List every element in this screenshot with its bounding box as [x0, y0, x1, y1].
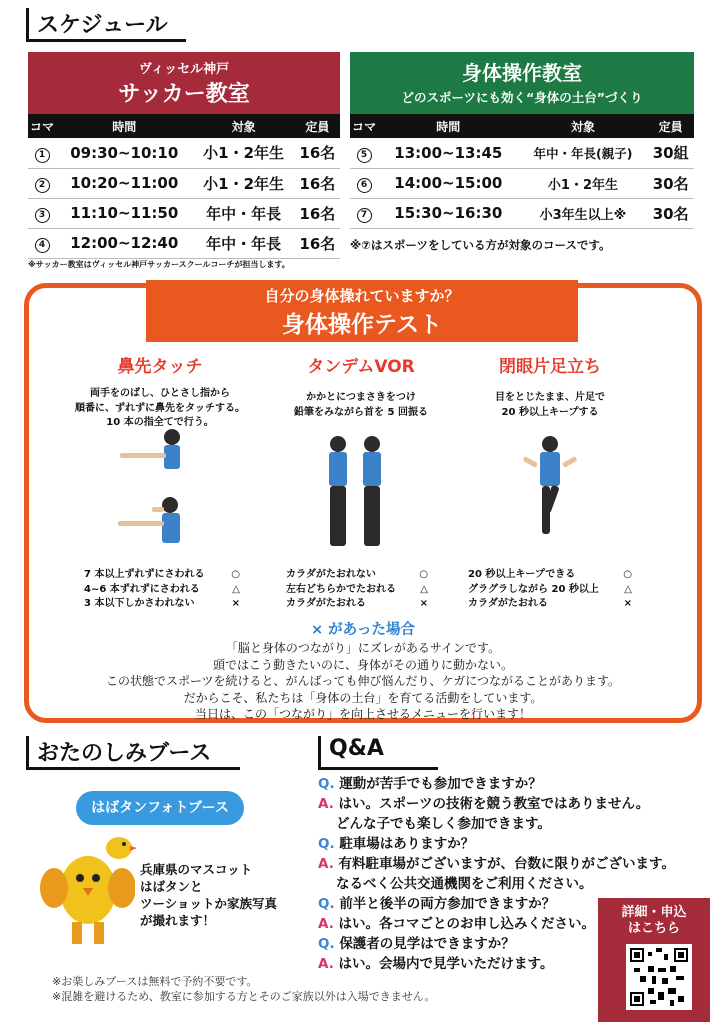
soccer-note: ※サッカー教室はヴィッセル神戸サッカースクールコーチが担当します。	[28, 260, 290, 269]
desc-line: 順番に、ずれずに鼻先をタッチする。	[75, 402, 245, 414]
test-description	[60, 387, 260, 431]
q-mark: Q.	[318, 896, 335, 912]
answer: はい。スポーツの技術を競う教室ではありません。	[338, 796, 650, 812]
test-name: タンデムVOR	[307, 357, 415, 377]
qr-pattern-icon	[630, 948, 688, 1006]
eval-nose-touch	[84, 568, 240, 612]
eval-mark: △	[624, 583, 632, 595]
qr-code-icon[interactable]	[626, 944, 692, 1010]
target-cell: 年中・年長	[193, 228, 295, 258]
table-row	[28, 198, 340, 228]
table-header	[350, 114, 694, 138]
test-title: 身体操作テスト	[281, 312, 443, 338]
target-cell: 小1・2年生	[519, 168, 648, 198]
eval-mark: ×	[623, 598, 632, 609]
cta-line: 詳細・申込	[621, 905, 687, 920]
col-target: 対象	[519, 114, 648, 138]
table-row	[28, 138, 340, 168]
answer-cont: なるべく公共交通機関をご利用ください。	[336, 876, 593, 892]
capacity-cell: 16名	[295, 198, 340, 228]
cta-line: はこちら	[627, 921, 680, 936]
a-mark: A.	[318, 796, 334, 812]
warning-title: × があった場合	[310, 622, 416, 638]
body-schedule	[350, 52, 694, 253]
table-row	[28, 228, 340, 258]
question: 前半と後半の両方参加できますか？	[339, 896, 556, 912]
time-cell: 11:10~11:50	[56, 198, 193, 228]
koma-number: 7	[357, 208, 372, 223]
koma-number: 3	[35, 208, 50, 223]
eval-text: 3 本以下しかさわれない	[84, 598, 195, 609]
qa-heading: Q&A	[318, 736, 438, 770]
koma-number: 2	[35, 178, 50, 193]
soccer-title: サッカー教室	[118, 82, 250, 107]
koma-number: 6	[357, 178, 372, 193]
eval-mark: ×	[419, 598, 428, 609]
eval-mark: △	[232, 583, 240, 595]
soccer-table	[28, 114, 340, 259]
body-subtitle: どのスポーツにも効く“身体の土台”づくり	[401, 90, 643, 105]
question: 駐車場はありますか？	[339, 836, 475, 852]
booth-line: が撮れます！	[140, 913, 216, 928]
question: 保護者の見学はできますか？	[339, 936, 515, 952]
booth-note-1: ※お楽しみブースは無料で予約不要です。	[52, 975, 258, 988]
answer: はい。会場内で見学いただけます。	[338, 956, 554, 972]
test-name: 鼻先タッチ	[117, 357, 203, 377]
a-mark: A.	[318, 916, 334, 932]
time-cell: 15:30~16:30	[378, 198, 519, 228]
target-cell: 年中・年長	[193, 198, 295, 228]
desc-line: 10 本の指全てで行う。	[106, 417, 214, 428]
target-cell: 小1・2年生	[193, 168, 295, 198]
body-title: 身体操作教室	[462, 61, 582, 85]
col-target: 対象	[193, 114, 295, 138]
schedule-heading: スケジュール	[26, 8, 186, 42]
body-table	[350, 114, 694, 229]
cta-text	[598, 905, 710, 937]
table-row	[28, 168, 340, 198]
table-row	[350, 138, 694, 168]
capacity-cell: 30名	[647, 198, 694, 228]
eval-text: カラダがたおれない	[286, 569, 376, 580]
test-description	[266, 391, 456, 420]
capacity-cell: 16名	[295, 228, 340, 258]
eval-one-leg	[468, 568, 632, 612]
booth-line: 兵庫県のマスコット	[140, 862, 253, 877]
warning-line: この状態でスポーツを続けると、がんばっても伸び悩んだり、ケガにつながることがあります。	[105, 674, 621, 688]
a-mark: A.	[318, 956, 334, 972]
booth-line: はばタンと	[140, 879, 203, 894]
test-name: 閉眼片足立ち	[499, 357, 601, 377]
nose-touch-figure-icon	[110, 425, 190, 555]
warning-line: だからこそ、私たちは「身体の土台」を育てる活動をしています。	[183, 690, 543, 705]
col-koma: コマ	[28, 114, 56, 138]
bird-icon	[102, 832, 138, 862]
eval-tandem-vor	[286, 568, 428, 612]
warning-line: 頭ではこう動きたいのに、身体がその通りに動かない。	[212, 657, 513, 672]
one-leg-figure-icon	[515, 432, 585, 542]
soccer-banner	[28, 52, 340, 114]
q-mark: Q.	[318, 776, 335, 792]
time-cell: 12:00~12:40	[56, 228, 193, 258]
q-mark: Q.	[318, 836, 335, 852]
eval-text: グラグラしながら 20 秒以上	[468, 583, 599, 595]
eval-text: カラダがたおれる	[468, 598, 548, 609]
test-banner	[146, 280, 578, 342]
question: 運動が苦手でも参加できますか？	[339, 776, 542, 792]
eval-text: 4~6 本ずれずにさわれる	[84, 583, 200, 595]
desc-line: 目をとじたまま、片足で	[495, 392, 605, 403]
koma-number: 4	[35, 238, 50, 253]
booth-line: ツーショットか家族写真	[140, 896, 278, 911]
desc-line: 両手をのばし、ひとさし指から	[90, 388, 230, 399]
soccer-schedule	[28, 52, 340, 259]
desc-line: 20 秒以上キープする	[501, 406, 599, 418]
col-capacity: 定員	[647, 114, 694, 138]
warning-line: 当日は、この「つながり」を向上させるメニューを行います！	[194, 707, 531, 721]
capacity-cell: 16名	[295, 168, 340, 198]
desc-line: 鉛筆をみながら首を 5 回振る	[294, 406, 428, 418]
eval-mark: ○	[419, 569, 428, 580]
booth-note-2: ※混雑を避けるため、教室に参加する方とそのご家族以外は入場できません。	[52, 990, 436, 1003]
eval-text: 20 秒以上キープできる	[468, 569, 576, 580]
body-banner	[350, 52, 694, 114]
answer: 有料駐車場がございますが、台数に限りがございます。	[338, 856, 675, 872]
test-description	[460, 391, 640, 420]
capacity-cell: 30組	[647, 138, 694, 168]
time-cell: 13:00~13:45	[378, 138, 519, 168]
booth-heading: おたのしみブース	[26, 736, 240, 770]
col-time: 時間	[378, 114, 519, 138]
q-mark: Q.	[318, 936, 335, 952]
a-mark: A.	[318, 856, 334, 872]
col-capacity: 定員	[295, 114, 340, 138]
time-cell: 14:00~15:00	[378, 168, 519, 198]
warning-section	[40, 618, 686, 723]
table-header	[28, 114, 340, 138]
koma-number: 1	[35, 148, 50, 163]
test-question: 自分の身体操れていますか？	[264, 287, 460, 305]
eval-text: 7 本以上ずれずにさわれる	[84, 569, 205, 580]
table-row	[350, 198, 694, 228]
eval-text: 左右どちらかでたおれる	[286, 583, 396, 595]
target-cell: 小3年生以上※	[519, 198, 648, 228]
tandem-vor-figure-icon	[316, 432, 396, 562]
col-time: 時間	[56, 114, 193, 138]
test-tandem-vor	[266, 352, 456, 420]
booth-text	[140, 861, 277, 929]
desc-line: かかとにつまさきをつけ	[306, 392, 416, 403]
table-row	[350, 168, 694, 198]
time-cell: 09:30~10:10	[56, 138, 193, 168]
answer: はい。各コマごとのお申し込みください。	[338, 916, 596, 932]
col-koma: コマ	[350, 114, 378, 138]
koma-number: 5	[357, 148, 372, 163]
answer-cont: どんな子でも楽しく参加できます。	[336, 816, 551, 832]
time-cell: 10:20~11:00	[56, 168, 193, 198]
eval-text: カラダがたおれる	[286, 598, 366, 609]
eval-mark: ○	[231, 569, 240, 580]
warning-line: 「脳と身体のつながり」にズレがあるサインです。	[225, 641, 501, 655]
booth-pill: はばタンフォトブース	[76, 791, 244, 825]
eval-mark: ○	[623, 569, 632, 580]
capacity-cell: 16名	[295, 138, 340, 168]
eval-mark: ×	[231, 598, 240, 609]
cta-box[interactable]	[598, 898, 710, 1022]
capacity-cell: 30名	[647, 168, 694, 198]
body-note: ※⑦はスポーツをしている方が対象のコースです。	[350, 237, 611, 252]
test-nose-touch	[60, 352, 260, 431]
warning-body	[40, 640, 686, 723]
soccer-subtitle: ヴィッセル神戸	[138, 62, 230, 77]
target-cell: 小1・2年生	[193, 138, 295, 168]
test-one-leg	[460, 352, 640, 420]
eval-mark: △	[420, 583, 428, 595]
target-cell: 年中・年長(親子)	[519, 138, 648, 168]
